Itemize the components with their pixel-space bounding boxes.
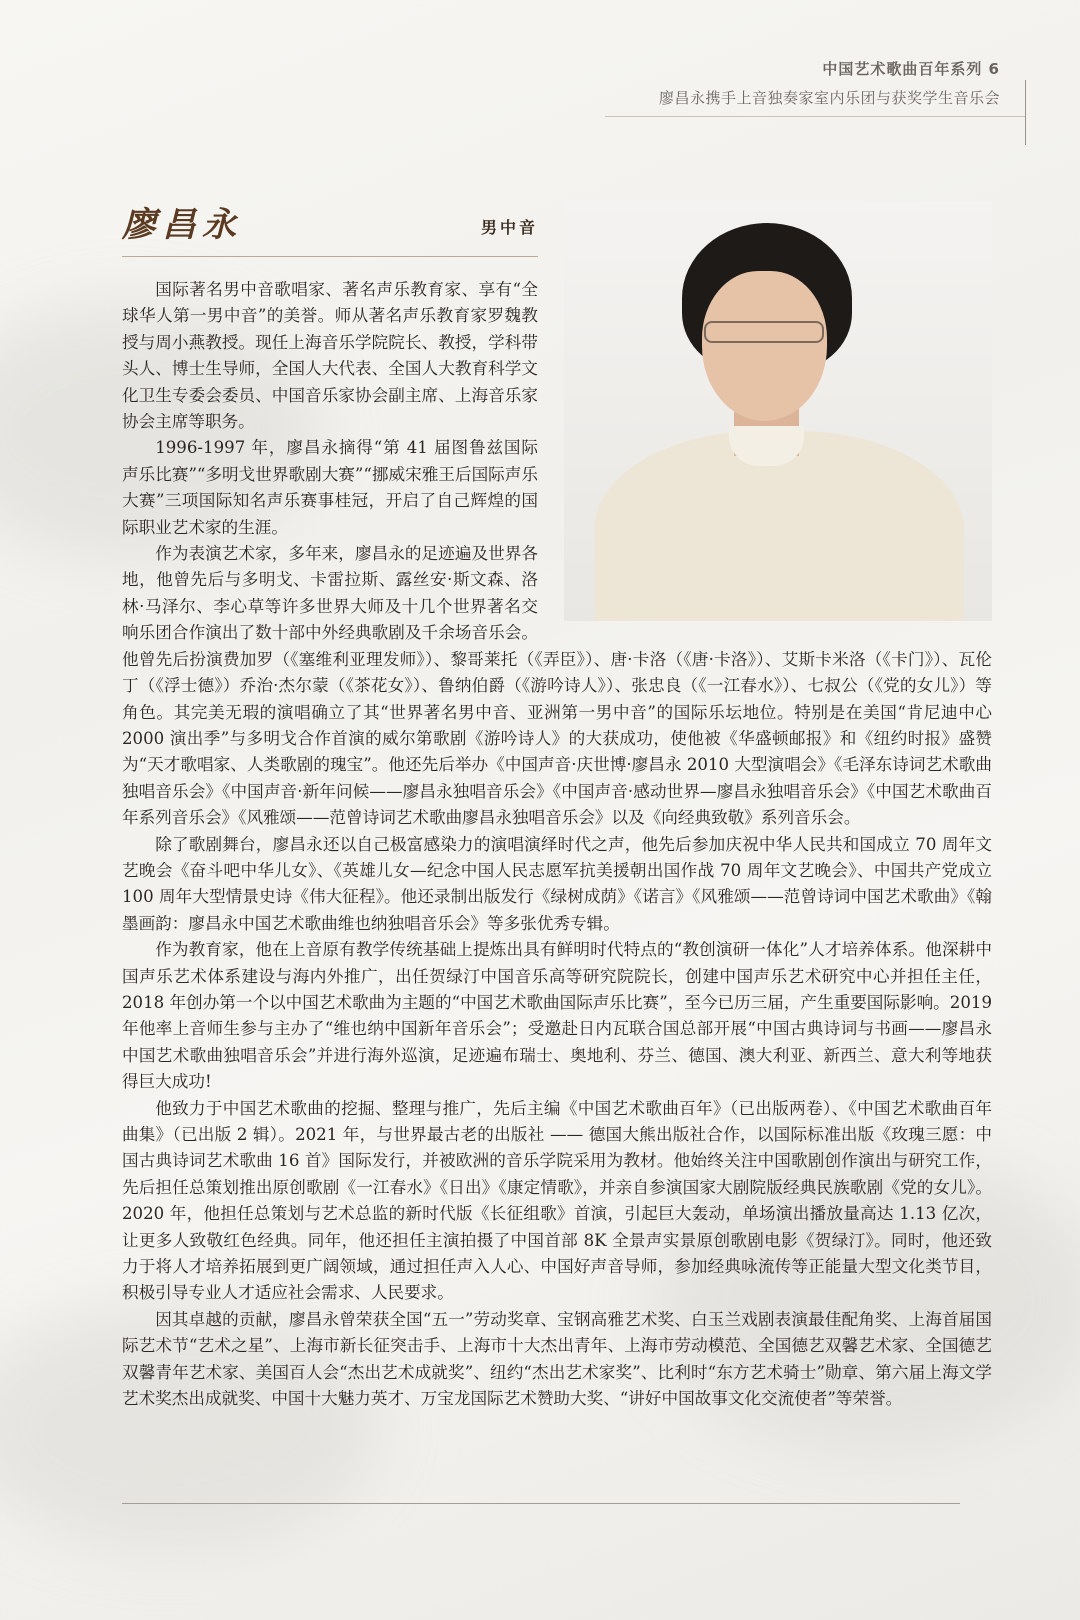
series-title: 中国艺术歌曲百年系列 6	[822, 60, 1000, 78]
header-divider	[605, 116, 1025, 117]
bio-paragraph: 因其卓越的贡献，廖昌永曾荣获全国“五一”劳动奖章、宝钢高雅艺术奖、白玉兰戏剧表演最佳配角奖、上海首届国际艺术节“艺术之星”、上海市新长征突击手、上海市十大杰出青年、上海市劳动模范、全国德艺双馨艺术家、全国德艺双馨青年艺术家、美国百人会“杰出艺术成就奖”、纽约“杰出艺术家奖”、比利时“东方艺术骑士”勋章、第六届上海文学艺术奖杰出成就奖、中国十大魅力英才、万宝龙国际艺术赞助大奖、“讲好中国故事文化交流使者”等荣誉。	[122, 1309, 992, 1409]
header-vertical-rule	[1025, 80, 1026, 145]
biography	[122, 195, 992, 1412]
bio-paragraph: 1996-1997 年，廖昌永摘得“第 41 届图鲁兹国际声乐比赛”“多明戈世界歌剧大赛”“挪威宋雅王后国际声乐大赛”三项国际知名声乐赛事桂冠，开启了自己辉煌的国际职业艺术家的生涯。	[122, 438, 538, 537]
bio-paragraph: 国际著名男中音歌唱家、著名声乐教育家、享有“全球华人第一男中音”的美誉。师从著名声乐教育家罗魏教授与周小燕教授。现任上海音乐学院院长、教授，学科带头人、博士生导师，全国人大代表、全国人大教育科学文化卫生专委会委员、中国音乐家协会副主席、上海音乐家协会主席等职务。	[122, 280, 538, 432]
voice-type: 男中音	[480, 218, 538, 237]
bio-paragraph: 作为教育家，他在上音原有教学传统基础上提炼出具有鲜明时代特点的“教创演研一体化”人才培养体系。他深耕中国声乐艺术体系建设与海内外推广，出任贺绿汀中国音乐高等研究院院长，创建中国声乐艺术研究中心并担任主任，2018 年创办第一个以中国艺术歌曲为主题的“中国艺术歌曲国际声乐比赛”，至今已历三届，产生重要国际影响。2019 年他率上音师生参与主办了“维也纳中国新年音乐会”；受邀赴日内瓦联合国总部开展“中国古典诗词与书画——廖昌永中国艺术歌曲独唱音乐会”并进行海外巡演，足迹遍布瑞士、奥地利、芬兰、德国、澳大利亚、新西兰、意大利等地获得巨大成功!	[122, 940, 993, 1092]
artist-portrait	[564, 201, 992, 621]
page-header	[659, 58, 1000, 108]
bio-paragraph: 除了歌剧舞台，廖昌永还以自己极富感染力的演唱演绎时代之声，他先后参加庆祝中华人民共和国成立 70 周年文艺晚会《奋斗吧中华儿女》、《英雄儿女—纪念中国人民志愿军抗美援朝出国作战 70 周年文艺晚会》、中国共产党成立 100 周年大型情景史诗《伟大征程》。他还录制出版发行《绿树成荫》《诺言》《风雅颂——范曾诗词中国艺术歌曲》《翰墨画韵：廖昌永中国艺术歌曲维也纳独唱音乐会》等多张优秀专辑。	[122, 834, 992, 933]
bio-paragraph: 他致力于中国艺术歌曲的挖掘、整理与推广，先后主编《中国艺术歌曲百年》（已出版两卷）、《中国艺术歌曲百年曲集》（已出版 2 辑）。2021 年，与世界最古老的出版社 —— 德国大熊出版社合作，以国际标准出版《玫瑰三愿：中国古典诗词艺术歌曲 16 首》国际发行，并被欧洲的音乐学院采用为教材。他始终关注中国歌剧创作演出与研究工作，先后担任总策划推出原创歌剧《一江春水》《日出》《康定情歌》，并亲自参演国家大剧院版经典民族歌剧《党的女儿》。2020 年，他担任总策划与艺术总监的新时代版《长征组歌》首演，引起巨大轰动，单场演出播放量高达 1.13 亿次，让更多人致敬红色经典。同年，他还担任主演拍摄了中国首部 8K 全景声实景原创歌剧电影《贺绿汀》。同时，他还致力于将人才培养拓展到更广阔领域，通过担任声入人心、中国好声音导师，参加经典咏流传等正能量大型文化类节目，积极引导专业人才适应社会需求、人民要求。	[122, 1098, 992, 1303]
artist-heading	[122, 197, 538, 257]
footer-divider	[122, 1503, 960, 1504]
bio-paragraph: 作为表演艺术家，多年来，廖昌永的足迹遍及世界各地，他曾先后与多明戈、卡雷拉斯、露丝安·斯文森、洛林·马泽尔、李心草等许多世界大师及十几个世界著名交响乐团合作演出了数十部中外经典歌剧及千余场音乐会。他曾先后扮演费加罗（《塞维利亚理发师》）、黎哥莱托（《弄臣》）、唐·卡洛（《唐·卡洛》）、艾斯卡米洛（《卡门》）、瓦伦丁（《浮士德》）乔治·杰尔蒙（《茶花女》）、鲁纳伯爵（《游吟诗人》）、张忠良（《一江春水》）、七叔公（《党的女儿》）等角色。其完美无瑕的演唱确立了其“世界著名男中音、亚洲第一男中音”的国际乐坛地位。特别是在美国“肯尼迪中心 2000 演出季”与多明戈合作首演的威尔第歌剧《游吟诗人》的大获成功，使他被《华盛顿邮报》和《纽约时报》盛赞为“天才歌唱家、人类歌剧的瑰宝”。他还先后举办《中国声音·庆世博·廖昌永 2010 大型演唱会》《毛泽东诗词艺术歌曲独唱音乐会》《中国声音·新年问候——廖昌永独唱音乐会》《中国声音·感动世界—廖昌永独唱音乐会》《中国艺术歌曲百年系列音乐会》《风雅颂——范曾诗词艺术歌曲廖昌永独唱音乐会》以及《向经典致敬》系列音乐会。	[122, 544, 992, 828]
concert-title: 廖昌永携手上音独奏家室内乐团与获奖学生音乐会	[658, 89, 1000, 107]
artist-name: 廖昌永	[122, 205, 242, 245]
